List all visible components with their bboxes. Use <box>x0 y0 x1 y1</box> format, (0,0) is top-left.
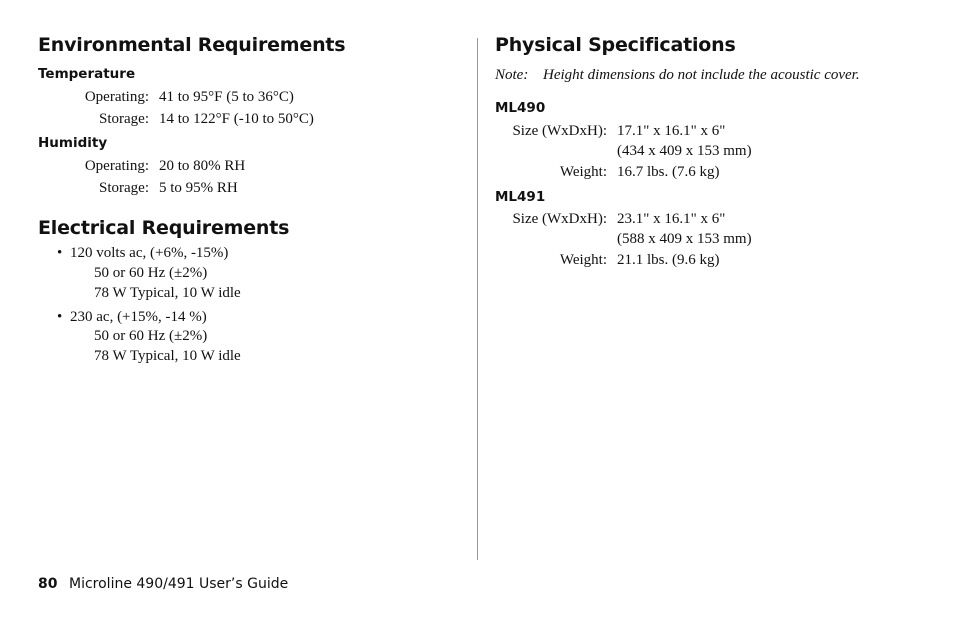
ml491-size-mm: (588 x 409 x 153 mm) <box>617 231 752 247</box>
model-ml491-heading: ML491 <box>495 189 546 205</box>
ml491-weight-label: Weight: <box>559 252 607 268</box>
bullet-marker: • <box>57 245 63 261</box>
note-text: Height dimensions do not include the acoustic cover. <box>543 67 860 83</box>
bullet-marker: • <box>57 309 63 325</box>
ml491-size-inches: 23.1" x 16.1" x 6" <box>617 211 726 227</box>
physical-specifications-heading: Physical Specifications <box>495 34 736 56</box>
bullet-2-line-2: 50 or 60 Hz (±2%) <box>94 328 208 344</box>
ml490-size-mm: (434 x 409 x 153 mm) <box>617 143 752 159</box>
temperature-operating-label: Operating: <box>84 89 149 105</box>
humidity-operating-value: 20 to 80% RH <box>159 158 246 174</box>
ml490-weight-value: 16.7 lbs. (7.6 kg) <box>617 164 720 180</box>
humidity-operating-label: Operating: <box>84 158 149 174</box>
bullet-2-line-1: 230 ac, (+15%, -14 %) <box>70 309 207 325</box>
guide-title: Microline 490/491 User’s Guide <box>69 576 289 592</box>
bullet-1-line-1: 120 volts ac, (+6%, -15%) <box>70 245 229 261</box>
ml491-size-label: Size (WxDxH): <box>512 211 607 227</box>
ml490-weight-label: Weight: <box>559 164 607 180</box>
ml491-weight-value: 21.1 lbs. (9.6 kg) <box>617 252 720 268</box>
note-label: Note: <box>495 67 529 83</box>
environmental-requirements-heading: Environmental Requirements <box>38 34 346 56</box>
humidity-storage-value: 5 to 95% RH <box>159 180 238 196</box>
ml490-size-inches: 17.1" x 16.1" x 6" <box>617 123 726 139</box>
temperature-operating-value: 41 to 95°F (5 to 36°C) <box>159 89 294 105</box>
temperature-subheading: Temperature <box>38 66 136 82</box>
temperature-storage-label: Storage: <box>99 111 149 127</box>
ml490-size-label: Size (WxDxH): <box>512 123 607 139</box>
bullet-2-line-3: 78 W Typical, 10 W idle <box>94 348 241 364</box>
page-number: 80 <box>38 576 58 592</box>
bullet-1-line-3: 78 W Typical, 10 W idle <box>94 285 241 301</box>
humidity-storage-label: Storage: <box>99 180 149 196</box>
electrical-requirements-heading: Electrical Requirements <box>38 217 290 239</box>
humidity-subheading: Humidity <box>38 135 108 151</box>
bullet-1-line-2: 50 or 60 Hz (±2%) <box>94 265 208 281</box>
column-divider <box>477 38 478 560</box>
model-ml490-heading: ML490 <box>495 100 546 116</box>
temperature-storage-value: 14 to 122°F (-10 to 50°C) <box>159 111 314 127</box>
